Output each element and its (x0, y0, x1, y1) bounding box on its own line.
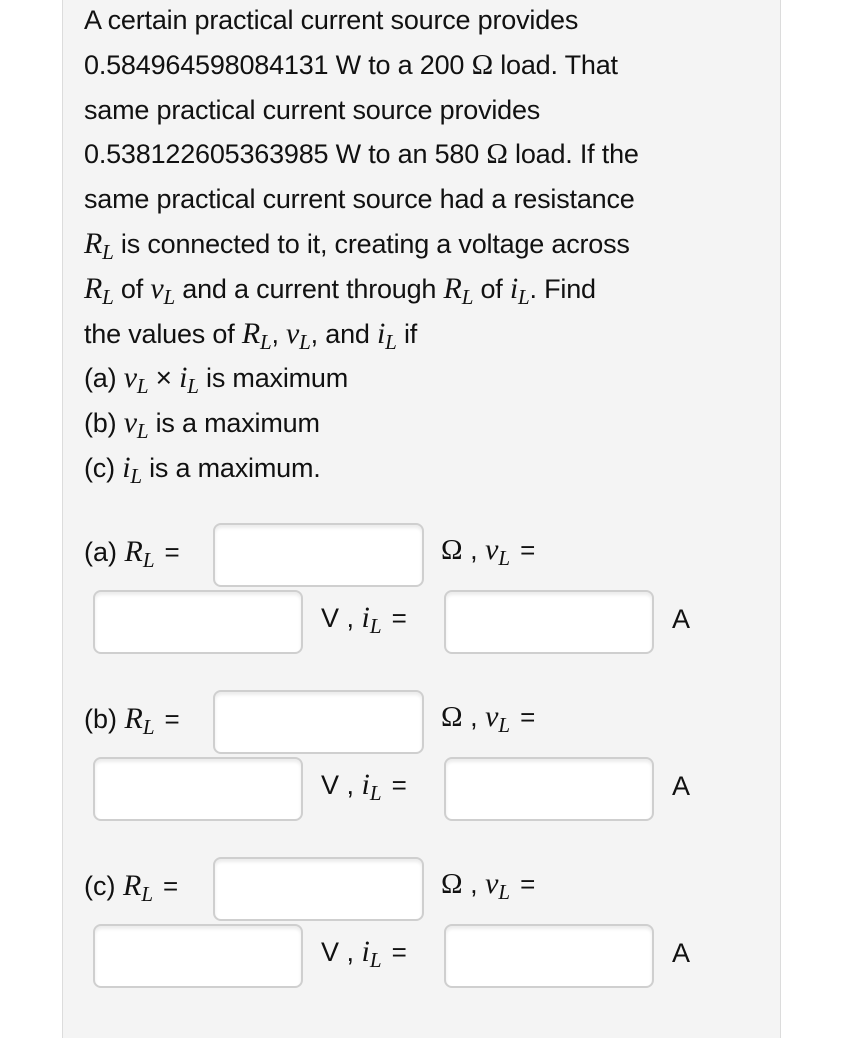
math-symbol: R (84, 271, 103, 305)
math-R-L (123, 869, 154, 906)
math-subscript: L (163, 284, 175, 309)
math-subscript: L (141, 882, 154, 906)
math-v-L (123, 406, 149, 444)
math-subscript: L (498, 880, 511, 904)
part-label: (c) (84, 871, 116, 901)
math-i-L (179, 361, 199, 399)
part-b-condition (84, 401, 774, 446)
answer-a-current-unit: A (672, 604, 691, 634)
math-symbol: R (84, 226, 103, 260)
math-symbol: v (123, 361, 137, 395)
math-R-L (84, 226, 114, 264)
math-symbol: v (485, 533, 499, 566)
part-label: (a) (84, 537, 117, 567)
volt-unit: V (321, 937, 340, 967)
math-i-L (361, 935, 382, 972)
question-text-span: A certain practical current source provides (84, 5, 579, 35)
math-subscript: L (142, 715, 155, 739)
question-text-span: (a) (84, 363, 124, 394)
math-subscript: L (130, 463, 142, 488)
math-symbol: i (179, 361, 188, 395)
answer-a-current-input[interactable] (444, 590, 654, 654)
math-subscript: L (102, 284, 114, 309)
answer-a-resistance-input[interactable] (213, 523, 424, 587)
math-symbol: i (361, 935, 370, 968)
question-text-span: . Find (529, 273, 596, 304)
equals-sign: = (391, 937, 407, 967)
question-text-span: (b) (84, 408, 124, 439)
question-text-span: load. That (492, 49, 618, 80)
answer-b-label (84, 702, 180, 739)
math-v-L (485, 700, 511, 737)
answer-b-resistance-unit: Ω , $v_L$ = (441, 700, 536, 737)
math-subscript: L (461, 284, 474, 309)
math-subscript: L (369, 614, 382, 638)
question-text-span: the values of (84, 318, 242, 349)
math-symbol: R (124, 535, 143, 568)
math-symbol: i (377, 316, 386, 350)
math-symbol: R (443, 271, 462, 305)
answer-block-b (63, 688, 782, 828)
math-symbol: v (286, 316, 300, 350)
question-line (84, 222, 774, 267)
math-subscript: L (136, 374, 149, 399)
answer-c-resistance-unit: Ω , $v_L$ = (441, 867, 536, 904)
math-subscript: L (299, 329, 311, 354)
volt-unit: V (321, 603, 340, 633)
answer-block-c (63, 855, 782, 995)
answer-a-voltage-unit: V , $i_L$ = (321, 601, 407, 638)
answer-c-voltage-input[interactable] (93, 924, 303, 988)
omega-unit: Ω (441, 868, 463, 900)
question-line (84, 312, 774, 357)
question-text-span: is maximum (198, 363, 349, 394)
equals-sign: = (164, 537, 180, 567)
omega-unit: Ω (441, 701, 463, 733)
math-subscript: L (259, 329, 272, 354)
math-symbol: i (361, 601, 370, 634)
omega-symbol: Ω (471, 48, 493, 81)
math-subscript: L (498, 713, 511, 737)
math-symbol: R (123, 869, 142, 902)
equals-sign: = (520, 535, 536, 565)
question-line (84, 177, 774, 222)
math-subscript: L (187, 374, 199, 399)
answer-c-current-unit: A (672, 938, 691, 968)
answer-c-current-input[interactable] (444, 924, 654, 988)
math-i-L (361, 601, 382, 638)
math-v-L (123, 361, 149, 399)
math-subscript: L (369, 781, 382, 805)
question-text-span: is connected to it, creating a voltage across (113, 228, 630, 259)
question-text-span: (c) (84, 452, 123, 483)
answer-b-voltage-unit: V , $i_L$ = (321, 768, 407, 805)
math-R-L (124, 535, 155, 572)
question-line (84, 43, 774, 88)
equals-sign: = (391, 603, 407, 633)
question-card (62, 0, 781, 1038)
math-symbol: v (485, 867, 499, 900)
answer-c-voltage-unit: V , $i_L$ = (321, 935, 407, 972)
math-subscript: L (385, 329, 397, 354)
question-text-span: load. If the (507, 139, 639, 170)
answer-b-voltage-input[interactable] (93, 757, 303, 821)
math-subscript: L (102, 239, 114, 264)
math-symbol: R (241, 316, 260, 350)
question-text-span: , and (310, 318, 378, 349)
answer-b-current-input[interactable] (444, 757, 654, 821)
math-symbol: i (122, 450, 131, 484)
math-v-L (485, 533, 511, 570)
question-text (84, 0, 774, 491)
equals-sign: = (391, 770, 407, 800)
equals-sign: = (164, 704, 180, 734)
math-symbol: v (485, 700, 499, 733)
math-subscript: L (518, 284, 530, 309)
question-text-span: and a current through (174, 273, 444, 304)
question-text-span: same practical current source provides (84, 94, 541, 125)
volt-unit: V (321, 770, 340, 800)
math-R-L (84, 271, 114, 309)
answer-a-resistance-unit: Ω , $v_L$ = (441, 533, 536, 570)
question-text-span: is a maximum. (141, 452, 321, 483)
math-R-L (124, 702, 155, 739)
question-text-span: , (271, 318, 287, 349)
omega-unit: Ω (441, 534, 463, 566)
math-symbol: i (509, 271, 519, 305)
math-subscript: L (142, 548, 155, 572)
question-text-span: is a maximum (148, 408, 320, 439)
math-v-L (150, 271, 175, 309)
answer-c-resistance-input[interactable] (213, 857, 424, 921)
question-line (84, 132, 774, 177)
math-symbol: v (150, 271, 164, 305)
question-text-span: W to a (328, 49, 420, 80)
answer-b-resistance-input[interactable] (213, 690, 424, 754)
omega-symbol: Ω (486, 138, 508, 171)
question-line (84, 267, 774, 312)
question-text-span: of (113, 273, 151, 304)
math-symbol: v (123, 406, 137, 440)
resistance-value-1: 200 (419, 49, 465, 80)
math-R-L (443, 271, 474, 309)
question-line (84, 0, 774, 43)
answer-b-current-unit: A (672, 771, 691, 801)
equals-sign: = (520, 702, 536, 732)
math-v-L (286, 316, 311, 354)
math-i-L (122, 450, 142, 488)
part-a-condition (84, 356, 774, 401)
answer-c-label (84, 869, 179, 906)
math-R-L (241, 316, 272, 354)
answer-a-label (84, 535, 180, 572)
part-label: (b) (84, 704, 117, 734)
part-c-condition (84, 446, 774, 491)
math-i-L (361, 768, 382, 805)
math-i-L (377, 316, 397, 354)
answer-block-a (63, 521, 782, 661)
equals-sign: = (520, 869, 536, 899)
math-subscript: L (498, 546, 511, 570)
math-subscript: L (369, 948, 382, 972)
equals-sign: = (163, 871, 179, 901)
question-text-span: if (396, 318, 418, 349)
power-value-1: 0.584964598084131 (84, 49, 329, 80)
question-line (84, 88, 774, 133)
math-i-L (509, 271, 530, 309)
question-text-span: same practical current source had a resistance (84, 184, 635, 215)
math-v-L (485, 867, 511, 904)
question-text-span: of (473, 273, 510, 304)
answer-a-voltage-input[interactable] (93, 590, 303, 654)
times-symbol: × (155, 362, 172, 394)
resistance-value-2: 580 (434, 139, 480, 170)
math-symbol: i (361, 768, 370, 801)
question-text-span: W to an (328, 139, 435, 170)
math-subscript: L (136, 419, 149, 444)
power-value-2: 0.538122605363985 (84, 139, 329, 170)
math-symbol: R (124, 702, 143, 735)
